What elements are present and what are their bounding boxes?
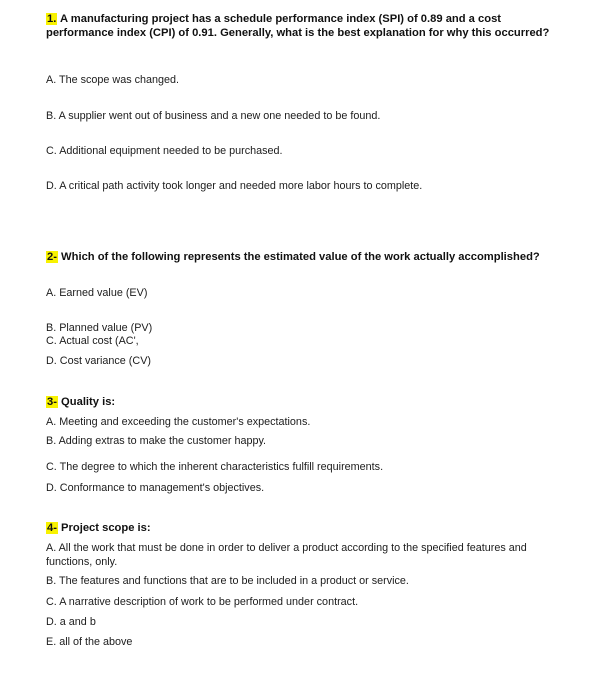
option-3c: C. The degree to which the inherent characteristics fulfill requirements. (46, 461, 384, 473)
question-number: 3- (47, 396, 57, 408)
option-3a: A. Meeting and exceeding the customer's expectations. (46, 416, 311, 428)
option-2c: C. Actual cost (AC', (46, 335, 139, 347)
question-2 (46, 251, 586, 265)
question-number: 4- (47, 522, 57, 534)
question-3 (46, 396, 566, 410)
question-text: Quality is: (57, 396, 116, 408)
option-4c: C. A narrative description of work to be performed under contract. (46, 596, 359, 608)
question-number: 2- (47, 251, 57, 263)
question-number: 1. (47, 13, 57, 25)
option-3b: B. Adding extras to make the customer happy. (46, 435, 267, 447)
option-2a: A. Earned value (EV) (46, 287, 148, 299)
option-1a: A. The scope was changed. (46, 74, 180, 86)
question-4 (46, 522, 566, 536)
option-4b: B. The features and functions that are to be included in a product or service. (46, 575, 409, 587)
question-1 (46, 13, 566, 40)
option-4d: D. a and b (46, 616, 96, 628)
option-2d: D. Cost variance (CV) (46, 355, 151, 367)
option-3d: D. Conformance to management's objectives. (46, 482, 265, 494)
option-4a: A. All the work that must be done in order to deliver a product according to the specified features and functions, only. (46, 542, 527, 568)
option-4e: E. all of the above (46, 636, 133, 648)
option-1b: B. A supplier went out of business and a new one needed to be found. (46, 110, 381, 122)
option-1c: C. Additional equipment needed to be purchased. (46, 145, 283, 157)
question-text: Which of the following represents the estimated value of the work actually accomplished? (57, 251, 540, 263)
option-1d: D. A critical path activity took longer and needed more labor hours to complete. (46, 180, 423, 192)
question-text: Project scope is: (57, 522, 151, 534)
option-2b: B. Planned value (PV) (46, 322, 153, 334)
question-text: A manufacturing project has a schedule performance index (SPI) of 0.89 and a cost performance index (CPI) of 0.91. Generally, what is the best explanation for why this occurred? (46, 13, 550, 39)
